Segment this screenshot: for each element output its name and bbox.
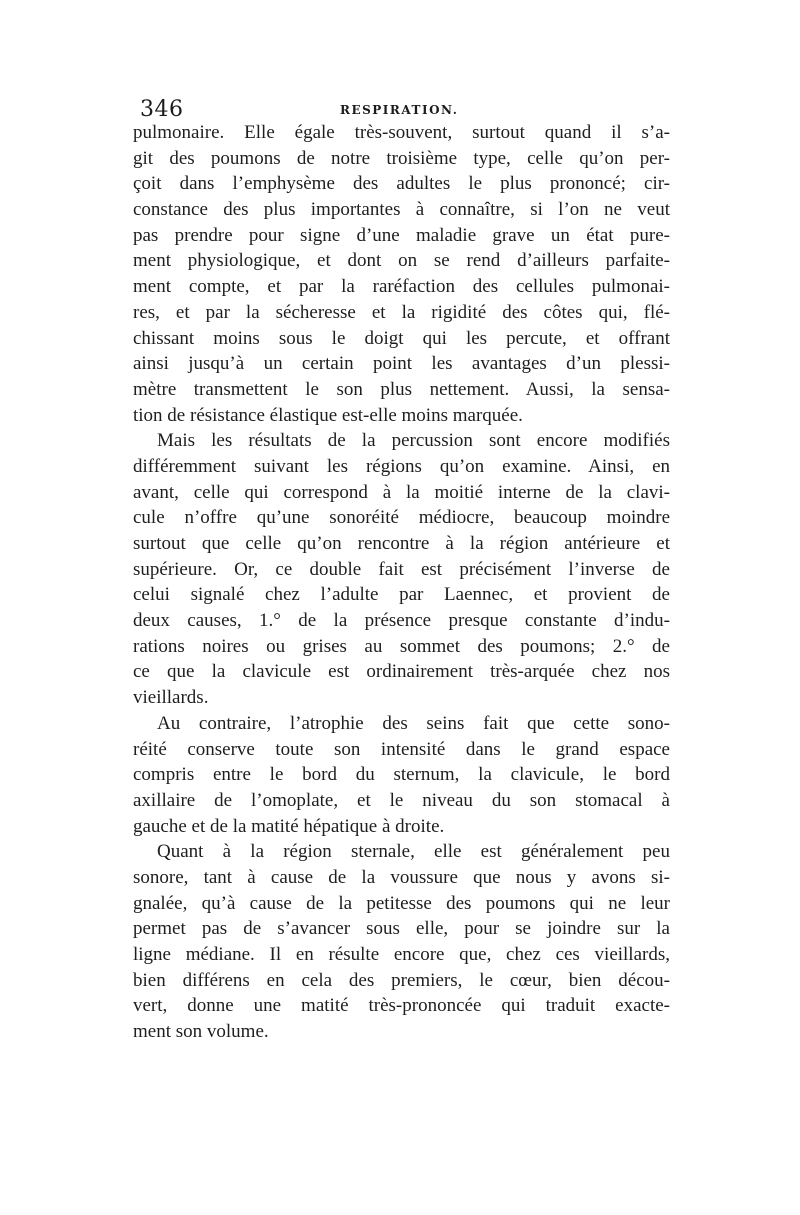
- text-line: res, et par la sécheresse et la rigidité des côtes qui, flé-: [133, 301, 670, 323]
- text-line: bien différens en cela des premiers, le cœur, bien décou-: [133, 969, 670, 991]
- paragraph-end-line: gauche et de la matité hépatique à droite.: [133, 815, 445, 837]
- text-line: permet pas de s’avancer sous elle, pour se joindre sur la: [133, 918, 670, 940]
- text-line: vert, donne une matité très-prononcée qui traduit exacte-: [133, 995, 670, 1017]
- text-line: ce que la clavicule est ordinairement très-arquée chez nos: [133, 661, 670, 683]
- text-line: mètre transmettent le son plus nettement. Aussi, la sensa-: [133, 378, 670, 400]
- paragraph-end-line: ment son volume.: [133, 1021, 269, 1043]
- text-line: gnalée, qu’à cause de la petitesse des poumons qui ne leur: [133, 892, 670, 914]
- text-line: pas prendre pour signe d’une maladie grave un état pure-: [133, 224, 670, 246]
- running-head: RESPIRATION.: [340, 103, 459, 117]
- text-line: ment compte, et par la raréfaction des cellules pulmonai-: [133, 276, 670, 298]
- text-line: git des poumons de notre troisième type, celle qu’on per-: [133, 147, 670, 169]
- text-line: supérieure. Or, ce double fait est précisément l’inverse de: [133, 558, 670, 580]
- text-line: ligne médiane. Il en résulte encore que, chez ces vieillards,: [133, 944, 670, 965]
- text-line: chissant moins sous le doigt qui les percute, et offrant: [133, 327, 670, 349]
- text-line: sonore, tant à cause de la voussure que nous y avons si-: [133, 866, 670, 888]
- page-number: 346: [140, 97, 184, 122]
- text-line: différemment suivant les régions qu’on examine. Ainsi, en: [133, 455, 670, 477]
- text-line: ment physiologique, et dont on se rend d’ailleurs parfaite-: [133, 250, 670, 272]
- text-line: constance des plus importantes à connaître, si l’on ne veut: [133, 199, 670, 221]
- paragraph-start-line: Au contraire, l’atrophie des seins fait que cette sono-: [157, 712, 670, 734]
- text-line: compris entre le bord du sternum, la clavicule, le bord: [133, 764, 670, 786]
- paragraph-start-line: Mais les résultats de la percussion sont encore modifiés: [157, 430, 670, 452]
- text-line: deux causes, 1.° de la présence presque constante d’indu-: [133, 610, 670, 632]
- paragraph-start-line: Quant à la région sternale, elle est généralement peu: [157, 841, 670, 863]
- text-line: celui signalé chez l’adulte par Laennec, et provient de: [133, 584, 670, 606]
- text-line: réité conserve toute son intensité dans le grand espace: [133, 738, 670, 760]
- text-line: rations noires ou grises au sommet des poumons; 2.° de: [133, 635, 670, 657]
- paragraph-end-line: vieillards.: [133, 687, 209, 709]
- text-line: axillaire de l’omoplate, et le niveau du son stomacal à: [133, 789, 670, 811]
- text-line: avant, celle qui correspond à la moitié interne de la clavi-: [133, 481, 670, 503]
- text-line: çoit dans l’emphysème des adultes le plus prononcé; cir-: [133, 173, 670, 195]
- text-line: pulmonaire. Elle égale très-souvent, surtout quand il s’a-: [133, 122, 670, 143]
- body-text: [133, 120, 670, 1045]
- paragraph-end-line: tion de résistance élastique est-elle moins marquée.: [133, 404, 523, 426]
- text-line: surtout que celle qu’on rencontre à la région antérieure et: [133, 533, 670, 554]
- text-line: ainsi jusqu’à un certain point les avantages d’un plessi-: [133, 353, 670, 375]
- text-line: cule n’offre qu’une sonoréité médiocre, beaucoup moindre: [133, 507, 670, 529]
